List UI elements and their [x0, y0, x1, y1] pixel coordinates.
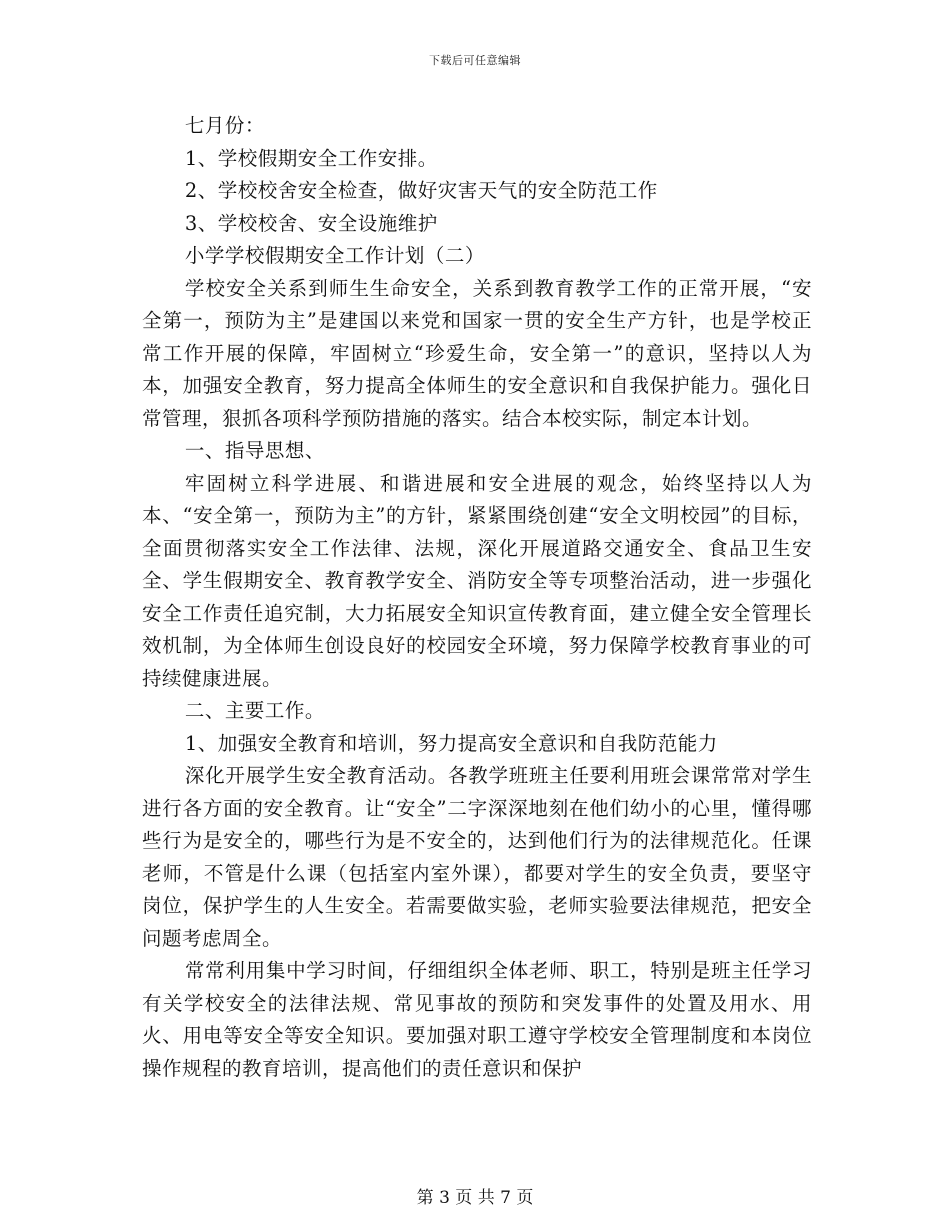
- list-item: 1、学校假期安全工作安排。: [184, 146, 438, 170]
- paragraph: 七月份：: [184, 114, 265, 137]
- list-item: 3、学校校舍、安全设施维护: [184, 211, 438, 235]
- section-heading: 二、主要工作。: [184, 699, 325, 722]
- subsection-heading: 1、加强安全教育和培训，努力提高安全意识和自我防范能力: [184, 731, 718, 755]
- paragraph: 常常利用集中学习时间，仔细组织全体老师、职工，特别是班主任学习有关学校安全的法律法规、常见事故的预防和突发事件的处置及用水、用火、用电等安全等安全知识。要加强对职工遵守学校安全管理制度和本岗位操作规程的教育培训，提高他们的责任意识和保护: [142, 959, 812, 1080]
- page-header: 下载后可任意编辑: [429, 54, 521, 67]
- paragraph: 牢固树立科学进展、和谐进展和安全进展的观念，始终坚持以人为本、“安全第一，预防为主”的方针，紧紧围绕创建“安全文明校园”的目标，全面贯彻落实安全工作法律、法规，深化开展道路交通安全、食品卫生安全、学生假期安全、教育教学安全、消防安全等专项整治活动，进一步强化安全工作责任追究制，大力拓展安全知识宣传教育面，建立健全安全管理长效机制，为全体师生创设良好的校园安全环境，努力保障学校教育事业的可持续健康进展。: [142, 471, 812, 690]
- section-heading: 一、指导思想、: [184, 439, 325, 462]
- list-item: 2、学校校舍安全检查，做好灾害天气的安全防范工作: [184, 179, 658, 202]
- page-number: 第 3 页 共 7 页: [416, 1188, 534, 1208]
- paragraph: 深化开展学生安全教育活动。各教学班班主任要利用班会课常常对学生进行各方面的安全教育。让“安全”二字深深地刻在他们幼小的心里，懂得哪些行为是安全的，哪些行为是不安全的，达到他们行为的法律规范化。任课老师，不管是什么课（包括室内室外课），都要对学生的安全负责，要坚守岗位，保护学生的人生安全。若需要做实验，老师实验要法律规范，把安全问题考虑周全。: [142, 764, 812, 950]
- paragraph: 学校安全关系到师生生命安全，关系到教育教学工作的正常开展，“安全第一，预防为主”是建国以来党和国家一贯的安全生产方针，也是学校正常工作开展的保障，牢固树立“珍爱生命，安全第一”的意识，坚持以人为本，加强安全教育，努力提高全体师生的安全意识和自我保护能力。强化日常管理，狠抓各项科学预防措施的落实。结合本校实际，制定本计划。: [142, 276, 812, 430]
- section-title: 小学学校假期安全工作计划（二）: [184, 244, 485, 267]
- document-body: [142, 110, 812, 1085]
